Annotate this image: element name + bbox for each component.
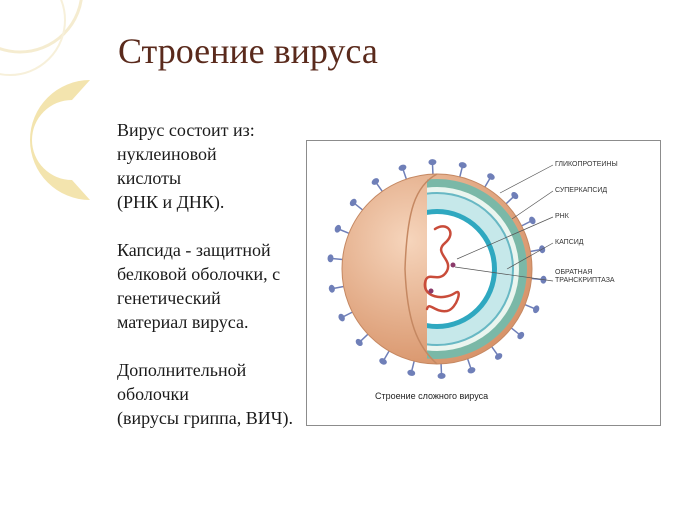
label-capsid: КАПСИД bbox=[555, 239, 584, 246]
label-supercapsid: СУПЕРКАПСИД bbox=[555, 187, 608, 194]
label-reverse-transcriptase bbox=[555, 269, 615, 285]
glycoprotein-head bbox=[337, 313, 346, 323]
glycoprotein-head bbox=[486, 172, 496, 181]
figure-caption: Строение сложного вируса bbox=[375, 391, 489, 401]
body-line: оболочки bbox=[117, 384, 189, 404]
glycoprotein-head bbox=[437, 373, 445, 379]
glycoprotein-head bbox=[398, 164, 408, 172]
glycoprotein-head bbox=[328, 284, 335, 293]
glycoprotein-head bbox=[458, 161, 467, 169]
body-line: кислоты bbox=[117, 168, 182, 188]
glycoprotein-head bbox=[528, 216, 537, 226]
slide-title: Строение вируса bbox=[118, 31, 378, 71]
glycoprotein-head bbox=[327, 254, 334, 263]
body-line: генетический bbox=[117, 288, 221, 308]
reverse-transcriptase-marker bbox=[451, 263, 456, 268]
glycoprotein-head bbox=[428, 159, 436, 165]
glycoprotein-head bbox=[378, 357, 388, 366]
body-line: нуклеиновой bbox=[117, 144, 217, 164]
glycoprotein-head bbox=[334, 224, 343, 234]
virus-figure bbox=[306, 140, 661, 426]
label-rt-line2: ТРАНСКРИПТАЗА bbox=[555, 277, 615, 284]
glycoprotein-head bbox=[494, 352, 504, 362]
label-rna: РНК bbox=[555, 213, 569, 220]
glycoprotein-head bbox=[467, 366, 477, 374]
glycoprotein-head bbox=[407, 369, 416, 377]
body-line: (вирусы гриппа, ВИЧ). bbox=[117, 408, 293, 428]
decorative-rings bbox=[0, 0, 90, 230]
label-glycoproteins: ГЛИКОПРОТЕИНЫ bbox=[555, 161, 618, 168]
body-line: Капсида - защитной bbox=[117, 240, 271, 260]
body-line: белковой оболочки, с bbox=[117, 264, 281, 284]
glycoprotein-head bbox=[532, 304, 541, 314]
label-rt-line1: ОБРАТНАЯ bbox=[555, 269, 593, 276]
body-line: (РНК и ДНК). bbox=[117, 192, 225, 212]
body-line: материал вируса. bbox=[117, 312, 249, 332]
body-line: Вирус состоит из: bbox=[117, 120, 255, 140]
glycoprotein-head bbox=[370, 177, 380, 187]
body-line: Дополнительной bbox=[117, 360, 247, 380]
